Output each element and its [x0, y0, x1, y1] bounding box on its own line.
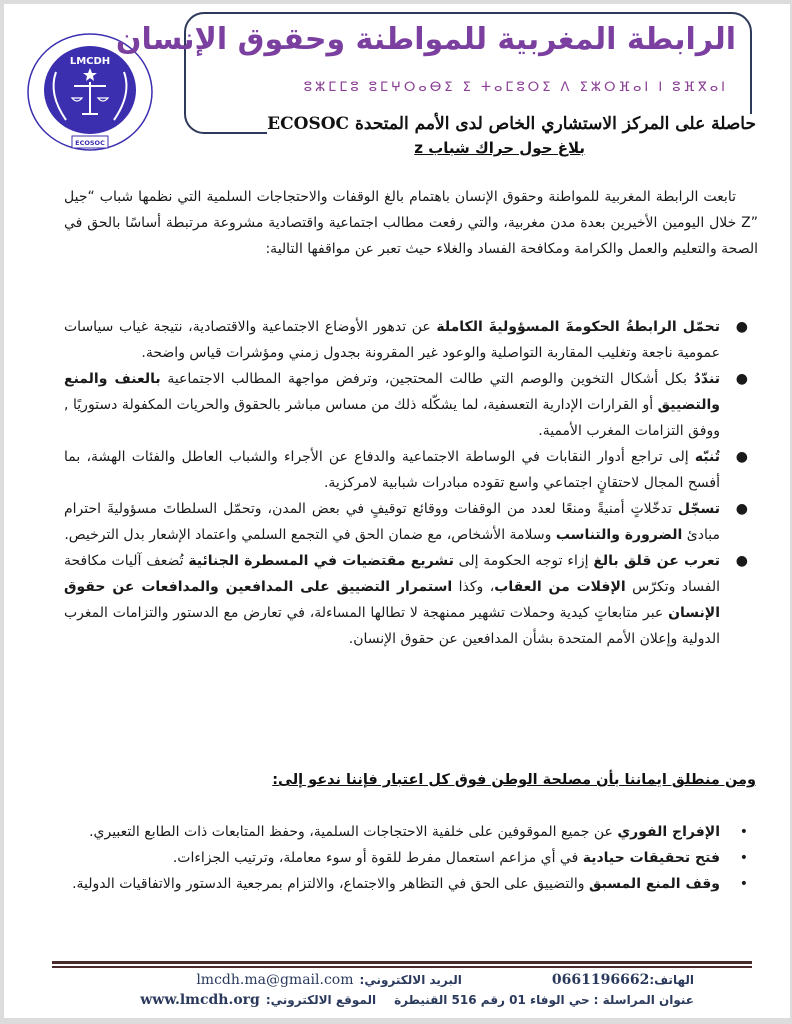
intro-paragraph: تابعت الرابطة المغربية للمواطنة وحقوق الإنسان باهتمام بالغ الوقفات والاحتجاجات السلمية التي نظمها شباب “جيل ”Z خلال اليومين الأخيرين بعدة مدن مغربية، والتي رفعت مطالب اجتماعية واقتصادية مشروعة مرتبطة أساسًا بالحق في الصحة والتعليم والعمل والكرامة ومكافحة الفساد والغلاء حيث تعبر عن مواقفها التالية: [64, 189, 758, 257]
demand-item: • الإفراج الفوري عن جميع الموقوفين على خلفية الاحتجاجات السلمية، وحفظ المتابعات ذات الطابع التعبيري. [64, 819, 758, 845]
footer-divider-thin [52, 966, 752, 968]
email-label: البريد الالكتروني: [359, 973, 462, 987]
bullet-icon: ● [735, 371, 748, 387]
position-item: ● تعرب عن قلق بالغ إزاء توجه الحكومة إلى تشريع مقتضيات في المسطرة الجنائية تُضعف آليات مكافحة الفساد وتكرّس الإفلات من العقاب، وكذا استمرار التضييق على المدافعين والمدافعات عن حقوق الإنسان عبر متابعاتٍ كيدية وحملات تشهير ممنهجة لا تطالها المساءلة، في تعارض مع الدستور والتزامات المغرب الدولية وإعلان الأمم المتحدة بشأن المدافعين عن حقوق الإنسان. [64, 548, 758, 652]
phone-label: الهاتف: [649, 973, 694, 987]
phone-number: 0661196662 [551, 972, 650, 988]
ecosoc-status-line: حاصلة على المركز الاستشاري الخاص لدى الأمم المتحدة ECOSOC [267, 114, 756, 134]
document-page [4, 4, 790, 1018]
bullet-icon: • [739, 850, 748, 866]
address-value: حي الوفاء 01 رقم 516 القنيطرة [394, 993, 590, 1007]
positions-list [64, 314, 758, 652]
logo-badge: ECOSOC [75, 139, 105, 147]
footer-contact [104, 970, 694, 1010]
statement-subject: بلاغ حول حراك شباب z [414, 139, 585, 157]
logo-acronym: LMCDH [69, 56, 111, 67]
demand-item: • وقف المنع المسبق والتضييق على الحق في التظاهر والاجتماع، والالتزام بمرجعية الدستور والاتفاقيات الدولية. [64, 871, 758, 897]
bullet-icon: • [739, 876, 748, 892]
bullet-icon: ● [735, 449, 748, 465]
org-title-tifinagh: ⵓⵣⵎⵎⵓ ⵓⵎⵖⵔⴰⴱⵉ ⵉ ⵜⴰⵎⵓⵔⵉ ⴷ ⵉⵣⵔⴼⴰⵏ ⵏ ⵓⴼⴳⴰⵏ [303, 80, 728, 95]
position-item: ● تندّدُ بكل أشكال التخوين والوصم التي طالت المحتجين، وترفض مواجهة المطالب الاجتماعية بالعنف والمنع والتضييق أو القرارات الإدارية التعسفية، لما يشكّله ذلك من مساس مباشر بالحقوق والحريات المكفولة دستوريًا , ووفق التزامات المغرب الأممية. [64, 366, 758, 444]
position-item: ● تُنبّه إلى تراجع أدوار النقابات في الوساطة الاجتماعية والدفاع عن الأجراء والشباب العاطل والفئات الهشة، بما أفسح المجال لاحتقانٍ اجتماعي واسع تقوده مبادرات شبابية لامركزية. [64, 444, 758, 496]
demands-list [64, 819, 758, 897]
call-heading: ومن منطلق ايماننا بأن مصلحة الوطن فوق كل اعتبار فإننا ندعو إلى: [272, 772, 756, 788]
bullet-icon: ● [735, 501, 748, 517]
website-link[interactable]: www.lmcdh.org [140, 992, 260, 1008]
bullet-icon: ● [735, 553, 748, 569]
address-label: عنوان المراسلة : [593, 993, 694, 1007]
bullet-icon: ● [735, 319, 748, 335]
org-title: الرابطة المغربية للمواطنة وحقوق الإنسان [115, 22, 736, 57]
website-label: الموقع الالكتروني: [265, 993, 377, 1007]
demand-item: • فتح تحقيقات حيادية في أي مزاعم استعمال مفرط للقوة أو سوء معاملة، وترتيب الجزاءات. [64, 845, 758, 871]
bullet-icon: • [739, 824, 748, 840]
footer-divider [52, 961, 752, 964]
position-item: ● تسجّل تدخّلاتٍ أمنيةً ومنعًا لعدد من الوقفات ووقائع توقيفٍ في بعض المدن، وتحمّل السلطاتَ مسؤوليةَ احترام مبادئ الضرورة والتناسب وسلامة الأشخاص، مع ضمان الحق في التجمع السلمي واعتماد الإشعار بدل الترخيص. [64, 496, 758, 548]
email-link[interactable]: lmcdh.ma@gmail.com [196, 972, 354, 988]
position-item: ● تحمّل الرابطةُ الحكومةَ المسؤوليةَ الكاملة عن تدهور الأوضاع الاجتماعية والاقتصادية، نتيجة غياب سياسات عمومية ناجعة وتغليب المقاربة التواصلية والوعود غير المقرونة بجدول زمني ومؤشرات قياس واضحة. [64, 314, 758, 366]
